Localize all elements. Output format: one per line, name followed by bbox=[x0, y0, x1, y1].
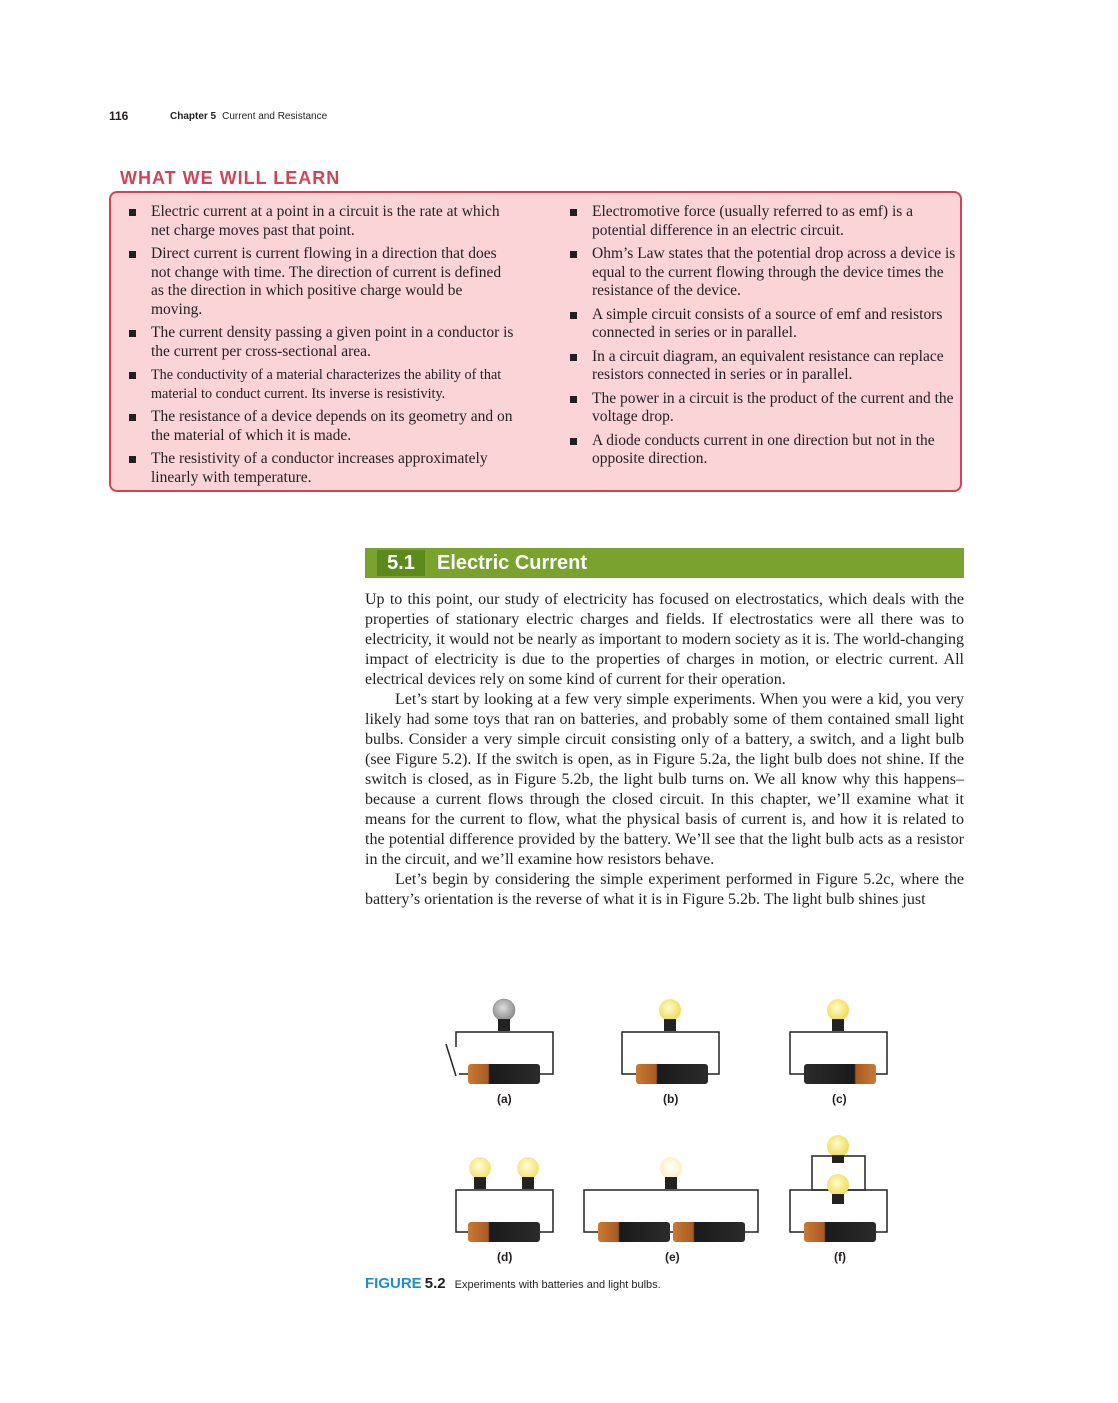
objective-item: A diode conducts current in one direction but not in the opposite direction. bbox=[566, 432, 956, 469]
circuit-e bbox=[584, 1157, 758, 1242]
bullet-square-icon bbox=[129, 330, 136, 337]
light-bulb-on-icon bbox=[659, 999, 681, 1021]
circuits-illustration bbox=[420, 992, 920, 1262]
running-header bbox=[170, 111, 327, 122]
bullet-square-icon bbox=[129, 372, 136, 379]
objective-item: The resistance of a device depends on its geometry and on the material of which it is made. bbox=[125, 408, 515, 445]
section-number: 5.1 bbox=[377, 550, 425, 576]
section-heading bbox=[365, 548, 964, 578]
learn-box-title: WHAT WE WILL LEARN bbox=[120, 168, 341, 188]
objective-item: The current density passing a given point in a conductor is the current per cross-sectional area. bbox=[125, 324, 515, 361]
circuit-c bbox=[790, 999, 887, 1084]
caption-number: 5.2 bbox=[424, 1275, 446, 1292]
panel-label-d: (d) bbox=[497, 1250, 513, 1264]
objective-item: The resistivity of a conductor increases approximately linearly with temperature. bbox=[125, 450, 515, 487]
objective-item: A simple circuit consists of a source of emf and resistors connected in series or in parallel. bbox=[566, 306, 956, 343]
body-text bbox=[365, 590, 964, 910]
objective-item: Electromotive force (usually referred to as emf) is a potential difference in an electric circuit. bbox=[566, 203, 956, 240]
light-bulb-dim-icon bbox=[469, 1157, 491, 1179]
circuit-a bbox=[446, 999, 553, 1084]
panel-label-c: (c) bbox=[832, 1092, 847, 1106]
bullet-square-icon bbox=[129, 209, 136, 216]
bullet-square-icon bbox=[570, 438, 577, 445]
battery-icon bbox=[468, 1222, 540, 1242]
figure-5-2 bbox=[420, 992, 920, 1267]
section-title: Electric Current bbox=[437, 552, 588, 574]
panel-label-b: (b) bbox=[663, 1092, 679, 1106]
objectives-left-column bbox=[125, 203, 515, 492]
bullet-square-icon bbox=[570, 209, 577, 216]
caption-word: FIGURE bbox=[365, 1275, 422, 1292]
bullet-square-icon bbox=[129, 456, 136, 463]
light-bulb-on-icon bbox=[827, 999, 849, 1021]
battery-icon bbox=[804, 1222, 876, 1242]
light-bulb-dim-icon bbox=[517, 1157, 539, 1179]
page-number: 116 bbox=[109, 109, 129, 123]
bullet-square-icon bbox=[570, 396, 577, 403]
objective-item: The conductivity of a material characterizes the ability of that material to conduct current. Its inverse is resistivity. bbox=[125, 366, 515, 403]
battery-icon bbox=[636, 1064, 708, 1084]
light-bulb-on-icon bbox=[827, 1174, 849, 1196]
chapter-label: Chapter 5 bbox=[170, 111, 217, 122]
paragraph: Up to this point, our study of electricity has focused on electrostatics, which deals with the properties of stationary electric charges and fields. If electrostatics were all there was to electricity, it would not be nearly as important to modern society as it is. The world-changing impact of electricity is due to the properties of charges in motion, or electric current. All electrical devices rely on some kind of current for their operation. bbox=[365, 591, 964, 688]
bullet-square-icon bbox=[129, 251, 136, 258]
circuit-f bbox=[790, 1135, 887, 1242]
panel-label-a: (a) bbox=[497, 1092, 512, 1106]
battery-icon bbox=[673, 1222, 745, 1242]
light-bulb-on-icon bbox=[827, 1135, 849, 1157]
bullet-square-icon bbox=[570, 251, 577, 258]
light-bulb-bright-icon bbox=[660, 1157, 682, 1179]
battery-icon bbox=[468, 1064, 540, 1084]
bullet-square-icon bbox=[570, 312, 577, 319]
objective-item: The power in a circuit is the product of the current and the voltage drop. bbox=[566, 390, 956, 427]
panel-label-f: (f) bbox=[834, 1250, 846, 1264]
learning-objectives-box bbox=[109, 191, 962, 492]
bullet-square-icon bbox=[570, 354, 577, 361]
circuit-d bbox=[456, 1157, 553, 1242]
figure-caption bbox=[365, 1275, 661, 1292]
caption-text: Experiments with batteries and light bulbs. bbox=[454, 1279, 661, 1291]
circuit-b bbox=[622, 999, 719, 1084]
chapter-title: Current and Resistance bbox=[222, 111, 328, 122]
objective-item: Electric current at a point in a circuit is the rate at which net charge moves past that point. bbox=[125, 203, 515, 240]
paragraph: Let’s start by looking at a few very simple experiments. When you were a kid, you very likely had some toys that ran on batteries, and probably some of them contained small light bulbs. Consider a very simple circuit consisting only of a battery, a switch, and a light bulb (see Figure 5.2). If the switch is open, as in Figure 5.2a, the light bulb does not shine. If the switch is closed, as in Figure 5.2b, the light bulb turns on. We all know why this happens–because a current flows through the closed circuit. In this chapter, we’ll examine what it means for the current to flow, what the physical basis of current is, and how it is related to the potential difference provided by the battery. We’ll see that the light bulb acts as a resistor in the circuit, and we’ll examine how resistors behave. bbox=[365, 691, 964, 868]
objective-item: Direct current is current flowing in a direction that does not change with time. The direction of current is defined as the direction in which positive charge would be moving. bbox=[125, 245, 515, 319]
paragraph: Let’s begin by considering the simple experiment performed in Figure 5.2c, where the battery’s orientation is the reverse of what it is in Figure 5.2b. The light bulb shines just bbox=[365, 871, 964, 908]
battery-icon bbox=[598, 1222, 670, 1242]
objective-item: Ohm’s Law states that the potential drop across a device is equal to the current flowing through the device times the resistance of the device. bbox=[566, 245, 956, 301]
bullet-square-icon bbox=[129, 414, 136, 421]
battery-icon bbox=[804, 1064, 876, 1084]
objectives-right-column bbox=[566, 203, 956, 474]
light-bulb-off-icon bbox=[493, 999, 515, 1021]
panel-label-e: (e) bbox=[665, 1250, 680, 1264]
objective-item: In a circuit diagram, an equivalent resistance can replace resistors connected in series or in parallel. bbox=[566, 348, 956, 385]
